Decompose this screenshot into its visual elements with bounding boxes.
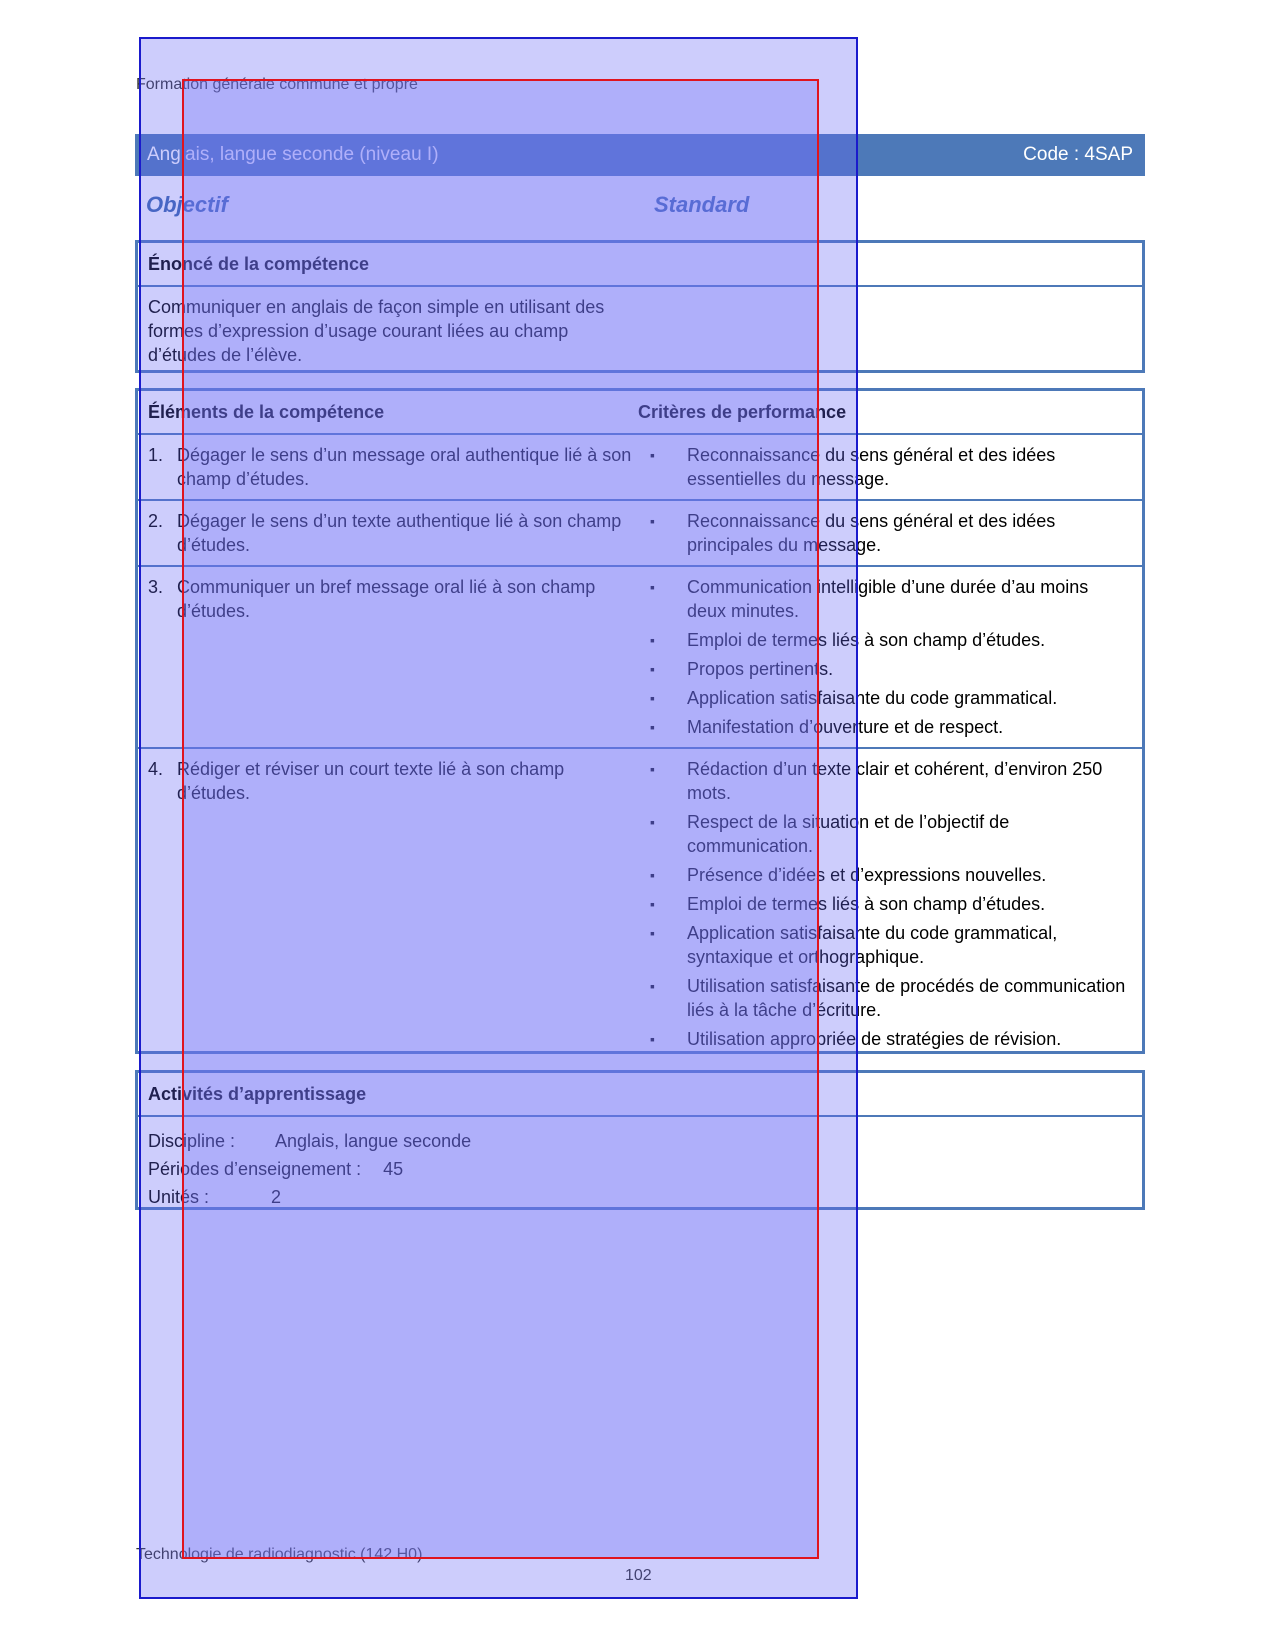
element-row — [138, 501, 1142, 567]
elements-rows — [138, 435, 1142, 1059]
bullet-icon: ▪ — [650, 867, 655, 883]
criterion-text: Utilisation satisfaisante de procédés de communication liés à la tâche d’écriture. — [687, 976, 1126, 1020]
criterion-text: Propos pertinents. — [687, 659, 834, 679]
competence-elements-box — [135, 388, 1145, 1054]
criterion-item — [648, 757, 1132, 805]
criterion-item — [648, 810, 1132, 858]
bullet-icon: ▪ — [650, 447, 655, 463]
criterion-text: Communication intelligible d’une durée d’au moins deux minutes. — [687, 577, 1089, 621]
periods-value: 45 — [383, 1159, 404, 1179]
course-code: Code : 4SAP — [1023, 144, 1133, 165]
footer-program: Technologie de radiodiagnostic (142.H0) — [136, 1546, 423, 1563]
bullet-icon: ▪ — [650, 1031, 655, 1047]
bullet-icon: ▪ — [650, 814, 655, 830]
element-number: 3. — [148, 577, 164, 597]
competence-statement-title: Énoncé de la compétence — [138, 243, 1142, 287]
bullet-icon: ▪ — [650, 896, 655, 912]
discipline-label: Discipline : — [148, 1131, 236, 1151]
course-title: Anglais, langue seconde (niveau I) — [147, 144, 439, 165]
discipline-row — [148, 1127, 1132, 1155]
criterion-text: Rédaction d’un texte clair et cohérent, d’environ 250 mots. — [687, 759, 1103, 803]
criterion-item — [648, 715, 1132, 739]
bullet-icon: ▪ — [650, 579, 655, 595]
bullet-icon: ▪ — [650, 513, 655, 529]
element-text: Communiquer un bref message oral lié à son champ d’études. — [177, 577, 596, 621]
units-row — [148, 1183, 1132, 1211]
criteria-cell — [648, 435, 1142, 499]
element-text-cell — [138, 567, 648, 747]
element-text: Rédiger et réviser un court texte lié à son champ d’études. — [177, 759, 565, 803]
competence-statement-text: Communiquer en anglais de façon simple en utilisant des formes d’expression d’usage courant liées au champ d’études de l’élève. — [148, 297, 605, 365]
units-label: Unités : — [148, 1187, 210, 1207]
criterion-item — [648, 863, 1132, 887]
criterion-text: Présence d’idées et d’expressions nouvelles. — [687, 865, 1047, 885]
discipline-value: Anglais, langue seconde — [275, 1131, 472, 1151]
heading-objectif: Objectif — [146, 192, 228, 217]
bullet-icon: ▪ — [650, 661, 655, 677]
criterion-item — [648, 628, 1132, 652]
criterion-text: Application satisfaisante du code grammatical. — [687, 688, 1058, 708]
element-text-cell — [138, 501, 648, 565]
units-value: 2 — [271, 1187, 282, 1207]
bullet-icon: ▪ — [650, 978, 655, 994]
course-title-bar — [135, 134, 1145, 176]
criterion-text: Emploi de termes liés à son champ d’études. — [687, 630, 1046, 650]
criterion-item — [648, 686, 1132, 710]
criteria-cell — [648, 501, 1142, 565]
learning-activities-body — [138, 1117, 1142, 1221]
criterion-item — [648, 509, 1132, 557]
element-text: Dégager le sens d’un texte authentique lié à son champ d’études. — [177, 511, 622, 555]
element-row — [138, 567, 1142, 749]
criteria-title: Critères de performance — [638, 402, 847, 422]
criterion-item — [648, 575, 1132, 623]
bullet-icon: ▪ — [650, 690, 655, 706]
learning-activities-title: Activités d’apprentissage — [138, 1073, 1142, 1117]
element-text: Dégager le sens d’un message oral authentique lié à son champ d’études. — [177, 445, 632, 489]
periods-label: Périodes d’enseignement : — [148, 1159, 362, 1179]
bullet-icon: ▪ — [650, 632, 655, 648]
heading-standard: Standard — [654, 192, 750, 217]
criterion-text: Respect de la situation et de l’objectif de communication. — [687, 812, 1010, 856]
element-row — [138, 435, 1142, 501]
element-number: 1. — [148, 445, 164, 465]
criterion-item — [648, 921, 1132, 969]
criterion-text: Reconnaissance du sens général et des idées principales du message. — [687, 511, 1056, 555]
learning-activities-box — [135, 1070, 1145, 1210]
element-number: 4. — [148, 759, 164, 779]
periods-row — [148, 1155, 1132, 1183]
section-headings — [146, 192, 1136, 218]
element-row — [138, 749, 1142, 1059]
element-text-cell — [138, 435, 648, 499]
criterion-text: Reconnaissance du sens général et des idées essentielles du message. — [687, 445, 1056, 489]
competence-statement-box — [135, 240, 1145, 373]
competence-elements-header — [138, 391, 1142, 435]
criterion-text: Application satisfaisante du code grammatical, syntaxique et orthographique. — [687, 923, 1058, 967]
page-number: 102 — [625, 1567, 652, 1584]
criterion-item — [648, 1027, 1132, 1051]
bullet-icon: ▪ — [650, 761, 655, 777]
criterion-text: Utilisation appropriée de stratégies de révision. — [687, 1029, 1062, 1049]
criterion-item — [648, 443, 1132, 491]
criterion-text: Emploi de termes liés à son champ d’études. — [687, 894, 1046, 914]
criterion-item — [648, 974, 1132, 1022]
criteria-cell — [648, 567, 1142, 747]
element-text-cell — [138, 749, 648, 1059]
bullet-icon: ▪ — [650, 719, 655, 735]
element-number: 2. — [148, 511, 164, 531]
bullet-icon: ▪ — [650, 925, 655, 941]
criteria-cell — [648, 749, 1142, 1059]
header-formation: Formation générale commune et propre — [136, 76, 418, 93]
criterion-item — [648, 657, 1132, 681]
elements-title: Éléments de la compétence — [148, 402, 385, 422]
criterion-item — [648, 892, 1132, 916]
criterion-text: Manifestation d’ouverture et de respect. — [687, 717, 1004, 737]
